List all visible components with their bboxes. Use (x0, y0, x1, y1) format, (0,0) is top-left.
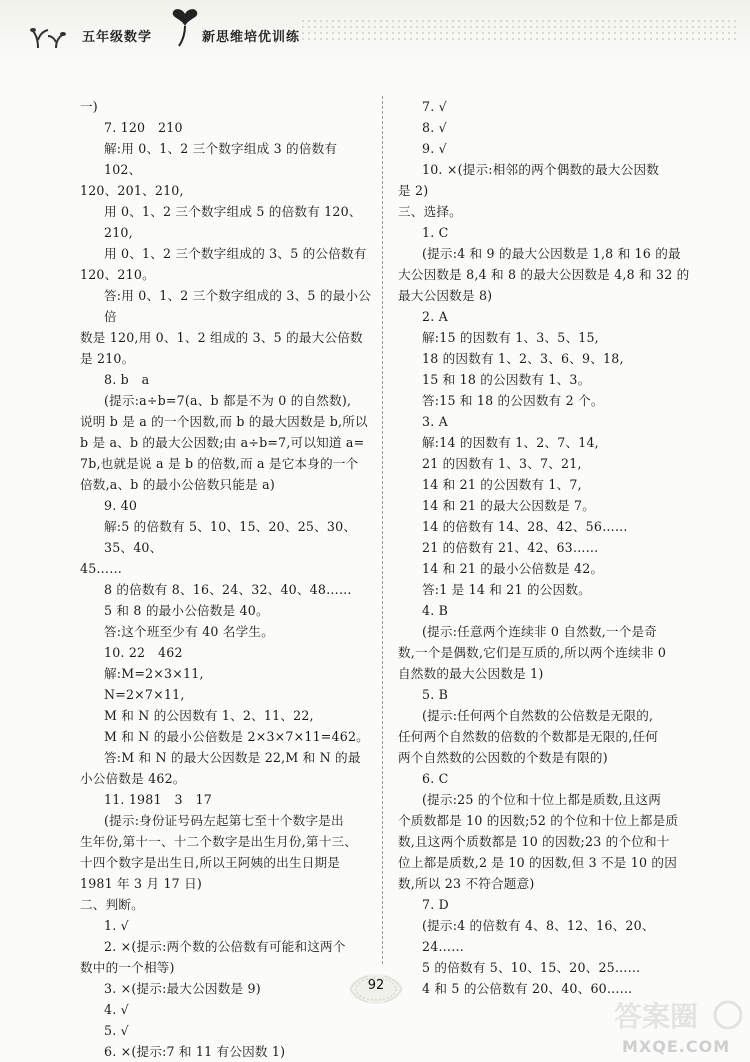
answer-line: 自然数的最大公因数是 1) (398, 666, 544, 681)
answer-line: 个质数都是 10 的因数;52 的个位和十位上都是质 (398, 813, 679, 828)
answer-line: 生年份,第十一、十二个数字是出生月份,第十三、 (80, 834, 358, 849)
answer-line: 说明 b 是 a 的一个因数,而 b 的最大因数是 b,所以 (80, 414, 368, 429)
answer-line: 18 的因数有 1、2、3、6、9、18, (422, 351, 624, 366)
answer-line: 十四个数字是出生日,所以王阿姨的出生日期是 (80, 855, 341, 870)
answer-line: 解:用 0、1、2 三个数字组成 3 的倍数有 102、 (104, 141, 338, 177)
answer-line: 120、210。 (80, 267, 155, 282)
answer-line: 9. 40 (104, 498, 138, 513)
column-divider (382, 96, 383, 964)
watermark-text: 答案圈 (614, 1000, 699, 1033)
answer-line: 数,一个是偶数,它们是互质的,所以两个连续非 0 (398, 645, 667, 660)
header-title-right: 新思维培优训练 (202, 30, 301, 45)
answer-line: 用 0、1、2 三个数字组成的 3、5 的公倍数有 (104, 246, 367, 261)
answer-line: 8 的倍数有 8、16、24、32、40、48…… (104, 582, 352, 597)
answer-line: 10. ×(提示:相邻的两个偶数的最大公因数 (422, 162, 660, 177)
answer-line: 2. ×(提示:两个数的公倍数有可能和这两个 (104, 939, 346, 954)
answer-line: 10. 22 462 (104, 645, 183, 660)
answer-line: 14 和 21 的最小公倍数是 42。 (422, 561, 604, 576)
answer-line: 8. √ (422, 120, 447, 135)
answer-line: 7. 120 210 (104, 120, 183, 135)
answer-line: (提示:身份证号码左起第七至十个数字是出 (104, 813, 344, 828)
answer-line: 11. 1981 3 17 (104, 792, 212, 807)
answer-line: 是 2) (398, 183, 429, 198)
sprout-logo-icon (30, 22, 76, 50)
answer-line: 120、201、210, (80, 183, 184, 198)
answer-line: 用 0、1、2 三个数字组成 5 的倍数有 120、210, (104, 204, 362, 240)
answer-line: (提示:a÷b=7(a、b 都是不为 0 的自然数), (104, 393, 352, 408)
answer-line: 小公倍数是 462。 (80, 771, 186, 786)
watermark-logo (612, 996, 742, 1034)
answer-line: 8. b a (104, 372, 150, 387)
answer-line: 2. A (422, 309, 448, 324)
answer-line: 一) (80, 99, 98, 114)
answer-line: 二、判断。 (80, 897, 144, 912)
answer-line: 答:1 是 14 和 21 的公因数。 (422, 582, 591, 597)
answer-line: 解:15 的因数有 1、3、5、15, (422, 330, 599, 345)
answer-line: 14 和 21 的公因数有 1、7, (422, 477, 582, 492)
answer-line: 倍数,a、b 的最小公倍数只能是 a) (80, 477, 275, 492)
answer-line: 45…… (80, 561, 123, 576)
answer-line: 7b,也就是说 a 是 b 的倍数,而 a 是它本身的一个 (80, 456, 359, 471)
answer-line: 数是 120,用 0、1、2 组成的 3、5 的最大公倍数 (80, 330, 363, 345)
answer-line: 数,所以 23 不符合题意) (398, 876, 535, 891)
answer-line: 答:用 0、1、2 三个数字组成的 3、5 的最小公倍 (104, 288, 372, 324)
header-title-left: 五年级数学 (82, 30, 153, 45)
answer-line: 是 210。 (80, 351, 135, 366)
answer-line: N=2×7×11, (104, 687, 185, 702)
answer-line: 数中的一个相等) (80, 960, 175, 975)
answer-line: 14 的倍数有 14、28、42、56…… (422, 519, 628, 534)
answer-line: 5 的倍数有 5、10、15、20、25…… (422, 960, 641, 975)
answer-line: 1. √ (104, 918, 129, 933)
answer-line: 5 和 8 的最小公倍数是 40。 (104, 603, 269, 618)
answer-line: 21 的倍数有 21、42、63…… (422, 540, 599, 555)
answer-line: 6. C (422, 771, 449, 786)
answer-line: b 是 a、b 的最大公因数;由 a÷b=7,可以知道 a= (80, 435, 365, 450)
answer-line: 答:15 和 18 的公因数有 2 个。 (422, 393, 604, 408)
answer-line: (提示:任意两个连续非 0 自然数,一个是奇 (422, 624, 658, 639)
answer-line: 3. A (422, 414, 448, 429)
answer-line: 两个自然数的公因数的个数是有限的) (398, 750, 608, 765)
answer-column-left (80, 96, 372, 1062)
answer-line: 6. ×(提示:7 和 11 有公因数 1) (104, 1044, 286, 1059)
page-number: 92 (367, 978, 385, 993)
answer-line: 三、选择。 (398, 204, 462, 219)
answer-line: (提示:25 的个位和十位上都是质数,且这两 (422, 792, 662, 807)
answer-line: 数,且这两个质数都是 10 的因数;23 的个位和十 (398, 834, 670, 849)
answer-line: 4. B (422, 603, 449, 618)
answer-line: 任何两个自然数的倍数的个数都是无限的,任何 (398, 729, 659, 744)
answer-line: 5. √ (104, 1023, 129, 1038)
answer-line: 14 和 21 的最大公因数是 7。 (422, 498, 596, 513)
answer-line: 解:14 的因数有 1、2、7、14, (422, 435, 599, 450)
heart-sprout-icon (171, 8, 199, 48)
answer-line: 15 和 18 的公因数有 1、3。 (422, 372, 591, 387)
answer-line: 答:M 和 N 的最大公因数是 22,M 和 N 的最 (104, 750, 361, 765)
answer-line: (提示:任何两个自然数的公倍数是无限的, (422, 708, 654, 723)
answer-line: 5. B (422, 687, 449, 702)
answer-line: 1981 年 3 月 17 日) (80, 876, 202, 891)
answer-line: M 和 N 的最小公倍数是 2×3×7×11=462。 (104, 729, 369, 744)
answer-line: 答:这个班至少有 40 名学生。 (104, 624, 275, 639)
answer-line: 解:M=2×3×11, (104, 666, 204, 681)
answer-line: (提示:4 的倍数有 4、8、12、16、20、24…… (422, 918, 655, 954)
answer-line: 解:5 的倍数有 5、10、15、20、25、30、35、40、 (104, 519, 357, 555)
answer-line: 位上都是质数,2 是 10 的因数,但 3 不是 10 的因 (398, 855, 678, 870)
answer-line: 3. ×(提示:最大公因数是 9) (104, 981, 261, 996)
answer-line: 大公因数是 8,4 和 8 的最大公因数是 4,8 和 32 的 (398, 267, 690, 282)
answer-line: 7. √ (422, 99, 447, 114)
answer-line: 4 和 5 的公倍数有 20、40、60…… (422, 981, 633, 996)
answer-line: 最大公因数是 8) (398, 288, 493, 303)
answer-line: (提示:4 和 9 的最大公因数是 1,8 和 16 的最 (422, 246, 681, 261)
answer-column-right (398, 96, 690, 999)
answer-line: 7. D (422, 897, 449, 912)
answer-line: M 和 N 的公因数有 1、2、11、22, (104, 708, 314, 723)
header-dot-pattern (300, 18, 740, 44)
answer-line: 21 的因数有 1、3、7、21, (422, 456, 582, 471)
watermark-url: MXQE.COM (622, 1037, 731, 1056)
answer-line: 4. √ (104, 1002, 129, 1017)
answer-line: 1. C (422, 225, 449, 240)
answer-line: 9. √ (422, 141, 447, 156)
